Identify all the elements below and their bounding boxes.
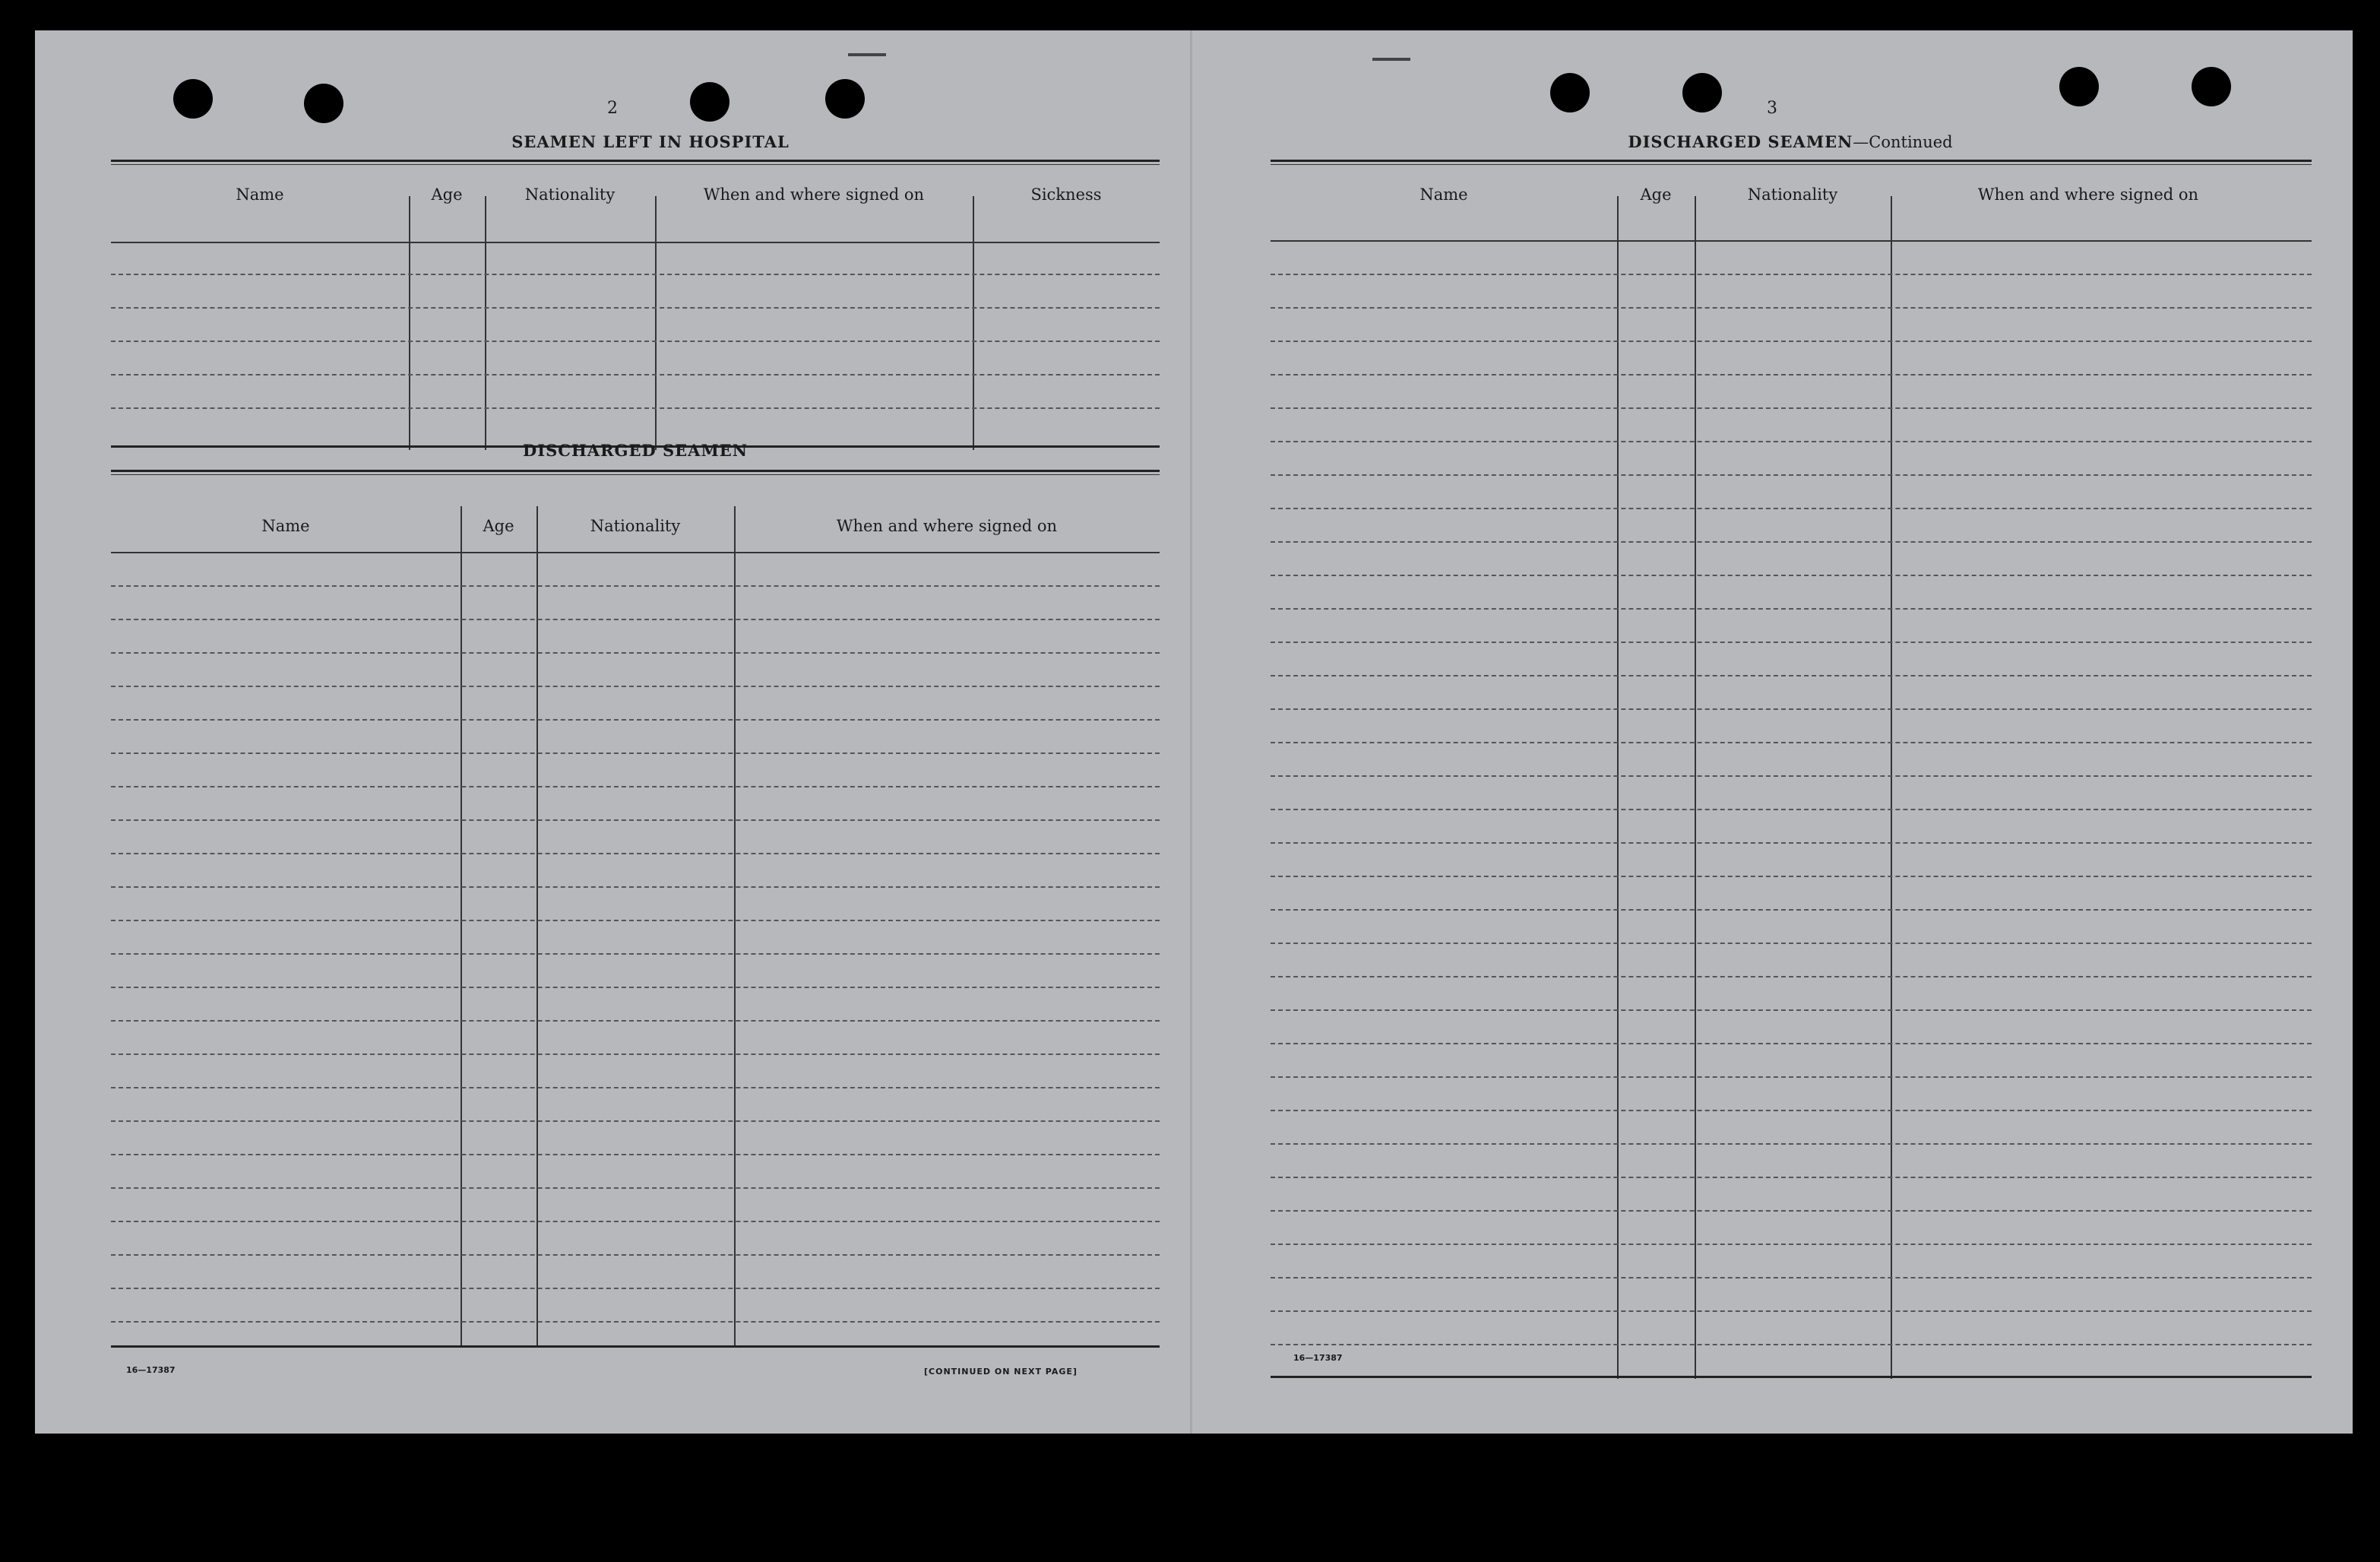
- column-header-age: Age: [483, 517, 514, 535]
- discharged-title-suffix: —Continued: [1853, 133, 1953, 151]
- column-header-nationality: Nationality: [590, 517, 681, 535]
- table-row: [1271, 374, 2312, 375]
- table-row: [1271, 1310, 2312, 1312]
- form-code-right: 16—17387: [1293, 1353, 1343, 1363]
- column-header-signed-on: When and where signed on: [836, 517, 1058, 535]
- table-row: [1271, 441, 2312, 442]
- table-row: [1271, 642, 2312, 643]
- discharged-table-left: [111, 470, 1160, 1382]
- punch-hole: [2059, 67, 2099, 106]
- page-number-left: 2: [607, 99, 618, 118]
- table-row: [1271, 1076, 2312, 1078]
- discharged-table-right: [1271, 160, 2312, 1391]
- table-row: [1271, 341, 2312, 342]
- column-header-name: Name: [261, 517, 310, 535]
- table-row: [1271, 1110, 2312, 1111]
- column-header-signed-on: When and where signed on: [703, 185, 925, 204]
- header-divider: [111, 552, 1160, 553]
- punch-hole: [1550, 73, 1590, 112]
- table-row: [111, 407, 1160, 409]
- discharged-title-text: DISCHARGED SEAMEN: [1628, 132, 1853, 151]
- header-divider: [1271, 240, 2312, 242]
- discharged-section-title-right: [1524, 132, 2056, 151]
- table-row: [1271, 1244, 2312, 1245]
- hospital-section-title: SEAMEN LEFT IN HOSPITAL: [511, 132, 790, 151]
- table-top-rule: [1271, 160, 2312, 165]
- table-row: [1271, 575, 2312, 576]
- punch-hole: [2192, 67, 2231, 106]
- page-number-right: 3: [1767, 99, 1777, 118]
- table-row: [1271, 1143, 2312, 1145]
- table-row: [111, 1321, 1160, 1323]
- column-divider: [655, 196, 657, 450]
- table-row: [1271, 1177, 2312, 1178]
- table-row: [1271, 508, 2312, 509]
- hospital-table: [111, 160, 1160, 456]
- table-row: [111, 786, 1160, 787]
- table-top-rule: [111, 160, 1160, 165]
- table-top-rule: [111, 470, 1160, 475]
- table-row: [1271, 909, 2312, 911]
- table-row: [111, 585, 1160, 587]
- column-header-name: Name: [1419, 185, 1468, 204]
- table-row: [111, 1288, 1160, 1289]
- column-divider: [485, 196, 486, 450]
- table-row: [111, 274, 1160, 275]
- table-row: [1271, 407, 2312, 409]
- table-row: [111, 1221, 1160, 1222]
- table-row: [1271, 541, 2312, 543]
- table-row: [1271, 1210, 2312, 1212]
- table-row: [1271, 1344, 2312, 1345]
- table-row: [1271, 608, 2312, 610]
- table-row: [1271, 708, 2312, 710]
- header-divider: [111, 242, 1160, 243]
- table-row: [111, 920, 1160, 921]
- punch-hole: [1682, 73, 1722, 112]
- column-header-sickness: Sickness: [1030, 185, 1102, 204]
- column-divider: [973, 196, 974, 450]
- table-bottom-rule: [111, 1345, 1160, 1348]
- table-row: [111, 1154, 1160, 1155]
- table-row: [1271, 675, 2312, 676]
- table-row: [1271, 1277, 2312, 1278]
- table-row: [111, 752, 1160, 754]
- column-header-nationality: Nationality: [524, 185, 616, 204]
- punch-hole: [690, 82, 730, 122]
- column-header-age: Age: [1640, 185, 1672, 204]
- punch-hole: [825, 79, 865, 119]
- table-row: [111, 1120, 1160, 1122]
- table-bottom-rule: [1271, 1376, 2312, 1378]
- table-row: [111, 374, 1160, 375]
- continued-note: [CONTINUED ON NEXT PAGE]: [924, 1367, 1078, 1377]
- form-code-left: 16—17387: [126, 1365, 176, 1375]
- table-row: [111, 307, 1160, 309]
- table-row: [111, 1187, 1160, 1189]
- table-row: [111, 1020, 1160, 1022]
- table-row: [111, 953, 1160, 955]
- table-row: [1271, 474, 2312, 476]
- table-row: [111, 686, 1160, 687]
- table-row: [1271, 876, 2312, 877]
- table-row: [111, 619, 1160, 620]
- table-row: [1271, 943, 2312, 944]
- table-row: [1271, 809, 2312, 810]
- punch-hole: [173, 79, 213, 119]
- document-sheet: [35, 30, 2353, 1434]
- column-header-signed-on: When and where signed on: [1977, 185, 2199, 204]
- table-row: [1271, 307, 2312, 309]
- table-row: [111, 719, 1160, 721]
- table-row: [1271, 742, 2312, 743]
- column-header-age: Age: [431, 185, 463, 204]
- ink-mark: [848, 53, 886, 56]
- table-row: [111, 853, 1160, 854]
- ink-mark: [1372, 58, 1410, 61]
- table-row: [111, 819, 1160, 821]
- punch-hole: [304, 84, 343, 123]
- column-divider: [409, 196, 410, 450]
- table-row: [111, 987, 1160, 988]
- column-header-nationality: Nationality: [1747, 185, 1838, 204]
- table-row: [1271, 1043, 2312, 1044]
- table-row: [111, 1053, 1160, 1055]
- table-row: [111, 1087, 1160, 1088]
- table-row: [1271, 1009, 2312, 1011]
- page-fold: [1190, 30, 1192, 1434]
- table-row: [1271, 842, 2312, 844]
- table-row: [1271, 274, 2312, 275]
- table-row: [1271, 976, 2312, 977]
- table-row: [111, 652, 1160, 654]
- table-row: [111, 341, 1160, 342]
- discharged-section-title-left: DISCHARGED SEAMEN: [523, 441, 748, 460]
- table-row: [111, 1254, 1160, 1256]
- table-row: [111, 886, 1160, 888]
- column-header-name: Name: [236, 185, 284, 204]
- table-row: [1271, 775, 2312, 777]
